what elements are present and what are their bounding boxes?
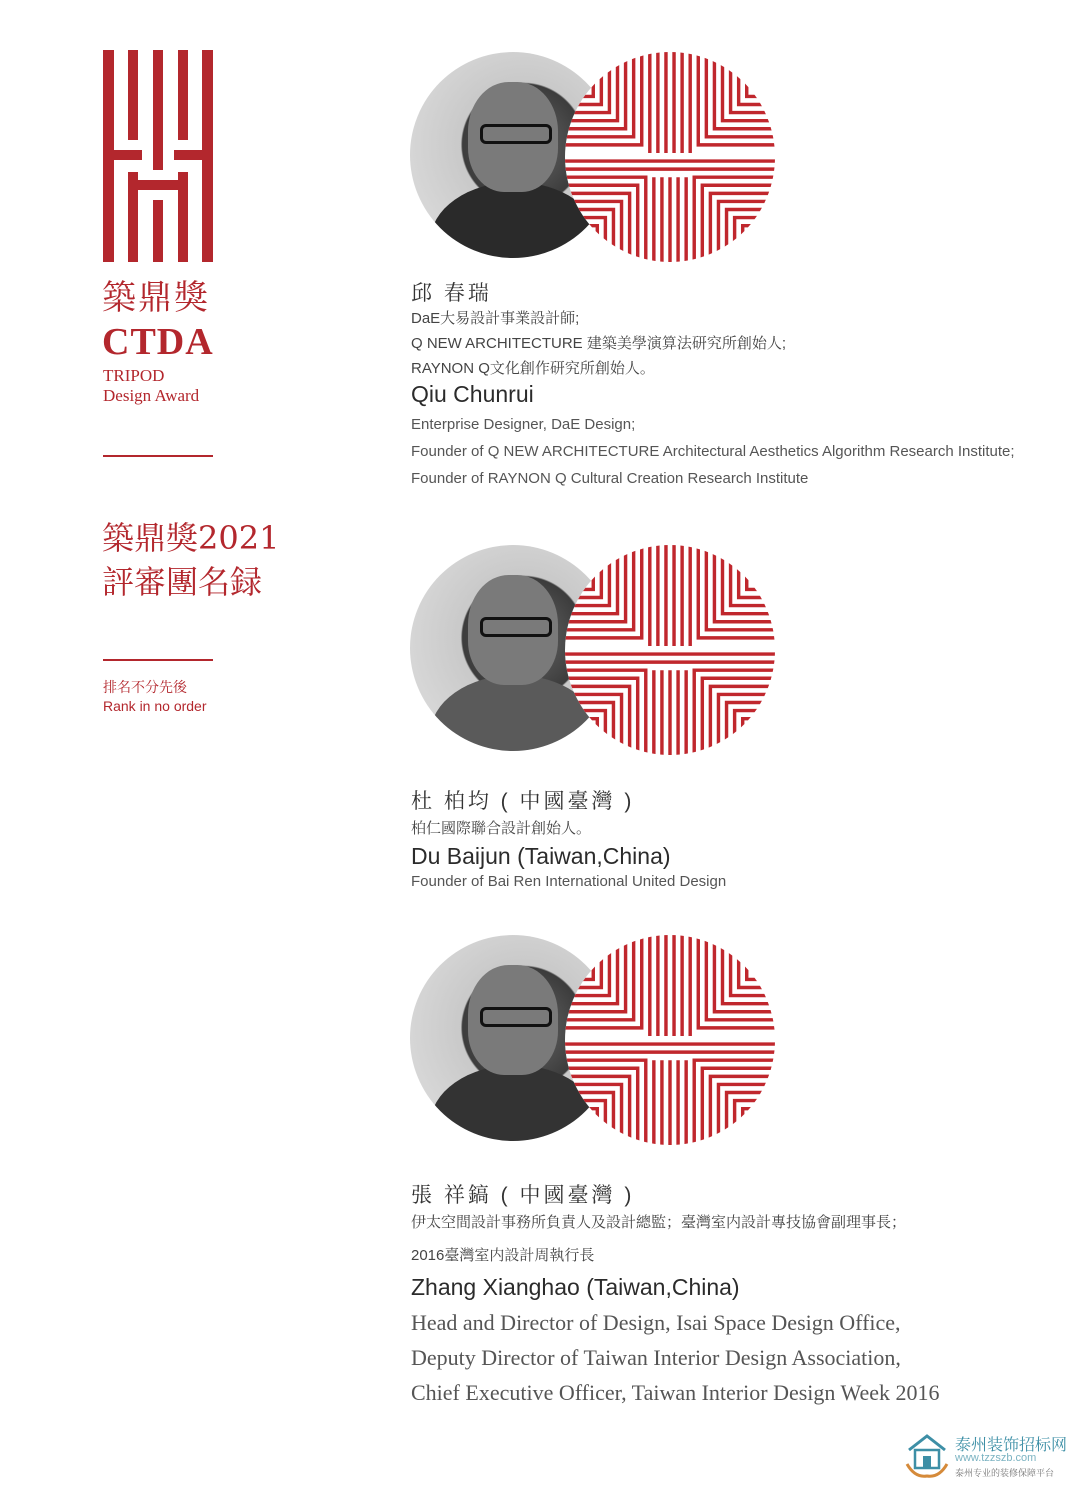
juror-name-cn: 邱 春瑞 bbox=[411, 282, 492, 305]
juror-graphic bbox=[410, 935, 772, 1145]
juror-detail-en: Chief Executive Officer, Taiwan Interior Design Week 2016 bbox=[411, 1380, 940, 1405]
ctda-emblem bbox=[565, 935, 775, 1145]
juror-detail-en: Enterprise Designer, DaE Design; bbox=[411, 416, 636, 433]
juror-detail-cn: 2016臺灣室内設計周執行長 bbox=[411, 1247, 595, 1264]
divider-1 bbox=[103, 455, 213, 457]
juror-detail-cn: RAYNON Q文化創作研究所創始人。 bbox=[411, 360, 655, 377]
juror-detail-cn: DaE大易設計事業設計師; bbox=[411, 310, 580, 327]
divider-2 bbox=[103, 659, 213, 661]
jury-title bbox=[102, 516, 279, 604]
juror-graphic bbox=[410, 545, 772, 755]
juror-detail-en: Head and Director of Design, Isai Space Design Office, bbox=[411, 1310, 901, 1335]
juror-detail-cn: Q NEW ARCHITECTURE 建築美學演算法研究所創始人; bbox=[411, 335, 787, 352]
ctda-emblem bbox=[565, 52, 775, 262]
watermark-name: 泰州装饰招标网 bbox=[955, 1437, 1068, 1454]
order-note-cn: 排名不分先後 bbox=[103, 679, 187, 695]
juror-detail-en: Founder of RAYNON Q Cultural Creation Research Institute bbox=[411, 470, 809, 487]
order-note-en: Rank in no order bbox=[103, 698, 207, 714]
juror-detail-cn: 伊太空間設計事務所負責人及設計總監；臺灣室内設計專技協會副理事長； bbox=[411, 1214, 907, 1231]
jury-title-line2: 評審團名録 bbox=[102, 563, 263, 601]
juror-detail-en: Founder of Bai Ren International United Design bbox=[411, 873, 727, 890]
brand-subtitle-line1: TRIPOD bbox=[103, 366, 165, 385]
juror-name-en: Du Baijun (Taiwan,China) bbox=[411, 843, 671, 869]
brand-name-cn: 築鼎獎 bbox=[102, 278, 210, 318]
juror-name-en: Qiu Chunrui bbox=[411, 381, 534, 407]
juror-detail-cn: 柏仁國際聯合設計創始人。 bbox=[411, 820, 592, 837]
juror-detail-en: Deputy Director of Taiwan Interior Design Association, bbox=[411, 1345, 901, 1370]
house-icon bbox=[905, 1430, 949, 1480]
juror-name-cn: 杜 柏均 ( 中國臺灣 ) bbox=[411, 790, 635, 813]
watermark-slogan: 泰州专业的装修保障平台 bbox=[955, 1468, 1055, 1478]
ctda-emblem bbox=[565, 545, 775, 755]
juror-name-cn: 張 祥鎬 ( 中國臺灣 ) bbox=[411, 1184, 635, 1207]
juror-name-en: Zhang Xianghao (Taiwan,China) bbox=[411, 1274, 740, 1300]
watermark-url: www.tzzszb.com bbox=[955, 1452, 1037, 1464]
juror-detail-en: Founder of Q NEW ARCHITECTURE Architectural Aesthetics Algorithm Research Institute; bbox=[411, 443, 1015, 460]
brand-subtitle bbox=[103, 366, 199, 406]
jury-title-line1: 築鼎獎2021 bbox=[102, 519, 280, 557]
brand-acronym: CTDA bbox=[102, 321, 214, 363]
site-watermark bbox=[905, 1428, 1075, 1484]
order-note bbox=[103, 678, 207, 716]
brand-subtitle-line2: Design Award bbox=[103, 386, 200, 405]
ctda-logo-mark bbox=[103, 50, 213, 262]
juror-graphic bbox=[410, 52, 772, 262]
